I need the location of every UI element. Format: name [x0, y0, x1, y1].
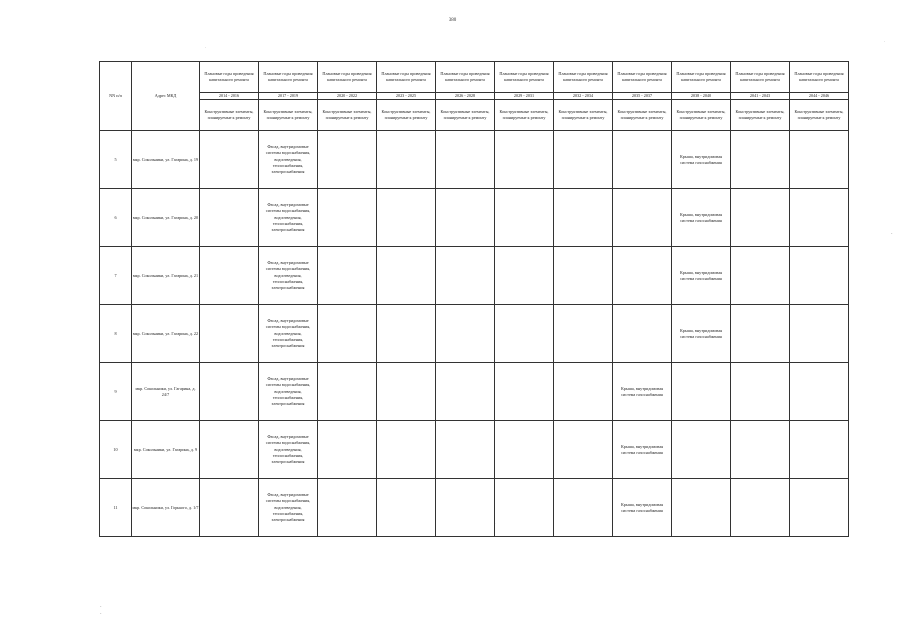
- repair-elements-cell: [259, 189, 318, 247]
- row-number: 9: [100, 363, 132, 421]
- repair-elements-text: Фасад, внутридомовые системы водоснабжения, водоотведения, теплоснабжения, электроснабжения: [265, 376, 311, 407]
- repair-elements-cell: [554, 363, 613, 421]
- repair-elements-cell: [200, 421, 259, 479]
- header-period-label: Плановые годы проведения капитального ремонта: [436, 62, 495, 93]
- scan-speck: .: [884, 38, 885, 43]
- header-elements-label: Конструктивные элементы, планируемые к ремонту: [790, 100, 849, 131]
- row-address: мкр. Сокольники, ул. Гагарина, д. 19: [132, 131, 200, 189]
- repair-elements-cell: [377, 363, 436, 421]
- repair-elements-cell: [377, 189, 436, 247]
- repair-elements-text: Фасад, внутридомовые системы водоснабжения, водоотведения, теплоснабжения, электроснабжения: [265, 202, 311, 233]
- repair-elements-cell: [731, 479, 790, 537]
- header-elements-label: Конструктивные элементы, планируемые к ремонту: [672, 100, 731, 131]
- header-elements-label: Конструктивные элементы, планируемые к ремонту: [200, 100, 259, 131]
- repair-elements-cell: [613, 421, 672, 479]
- repair-elements-text: Фасад, внутридомовые системы водоснабжения, водоотведения, теплоснабжения, электроснабжения: [265, 144, 311, 175]
- header-elements-label: Конструктивные элементы, планируемые к ремонту: [436, 100, 495, 131]
- repair-elements-cell: [436, 131, 495, 189]
- table-body: [100, 131, 849, 537]
- repair-elements-cell: [731, 131, 790, 189]
- header-elements-label: Конструктивные элементы, планируемые к ремонту: [554, 100, 613, 131]
- repair-elements-cell: [672, 421, 731, 479]
- repair-elements-cell: [495, 305, 554, 363]
- repair-elements-cell: [436, 421, 495, 479]
- header-period-years: 2020 - 2022: [318, 93, 377, 100]
- repair-elements-cell: [436, 363, 495, 421]
- header-period-label: Плановые годы проведения капитального ремонта: [790, 62, 849, 93]
- repair-elements-cell: [672, 131, 731, 189]
- repair-elements-text: Крыша, внутридомовая система газоснабжения: [621, 385, 663, 397]
- repair-elements-cell: [259, 363, 318, 421]
- repair-elements-cell: [200, 305, 259, 363]
- header-row-years: [100, 93, 849, 100]
- repair-elements-cell: [318, 131, 377, 189]
- scan-speck: -: [100, 604, 102, 609]
- row-number: 8: [100, 305, 132, 363]
- repair-elements-cell: [495, 421, 554, 479]
- repair-elements-cell: [790, 363, 849, 421]
- repair-elements-cell: [672, 189, 731, 247]
- row-address: мкр. Сокольники, ул. Гагарина, д. 21: [132, 247, 200, 305]
- repair-elements-cell: [377, 131, 436, 189]
- table-row: [100, 305, 849, 363]
- repair-elements-cell: [554, 189, 613, 247]
- repair-elements-cell: [318, 189, 377, 247]
- header-period-years: 2023 - 2025: [377, 93, 436, 100]
- repair-elements-cell: [790, 189, 849, 247]
- row-address: мкр. Сокольники, ул. Горького, д. 1/7: [132, 479, 200, 537]
- header-elements-label: Конструктивные элементы, планируемые к ремонту: [259, 100, 318, 131]
- header-period-years: 2029 - 2031: [495, 93, 554, 100]
- scan-speck: .: [205, 44, 206, 49]
- repair-elements-cell: [672, 479, 731, 537]
- repair-elements-cell: [318, 247, 377, 305]
- header-row-elements: [100, 100, 849, 131]
- row-address: мкр. Сокольники, ул. Гагарина, д. 20: [132, 189, 200, 247]
- header-period-label: Плановые годы проведения капитального ремонта: [554, 62, 613, 93]
- repair-elements-text: Фасад, внутридомовые системы водоснабжения, водоотведения, теплоснабжения, электроснабжения: [265, 260, 311, 291]
- page-number: 380: [448, 18, 457, 23]
- repair-elements-cell: [790, 131, 849, 189]
- header-period-years: 2017 - 2019: [259, 93, 318, 100]
- scan-speck: -: [891, 231, 893, 236]
- repair-elements-cell: [200, 131, 259, 189]
- repair-elements-cell: [495, 479, 554, 537]
- table-row: [100, 421, 849, 479]
- repair-elements-cell: [790, 247, 849, 305]
- repair-elements-cell: [613, 189, 672, 247]
- header-period-label: Плановые годы проведения капитального ремонта: [318, 62, 377, 93]
- repair-elements-cell: [318, 305, 377, 363]
- repair-elements-text: Крыша, внутридомовая система газоснабжения: [621, 443, 663, 455]
- repair-elements-cell: [200, 189, 259, 247]
- header-period-label: Плановые годы проведения капитального ремонта: [377, 62, 436, 93]
- repair-elements-cell: [377, 479, 436, 537]
- repair-elements-cell: [731, 305, 790, 363]
- repair-elements-cell: [613, 305, 672, 363]
- header-elements-label: Конструктивные элементы, планируемые к ремонту: [495, 100, 554, 131]
- repair-elements-cell: [495, 189, 554, 247]
- row-address: мкр. Сокольники, ул. Гагарина, д. 22: [132, 305, 200, 363]
- repair-elements-cell: [790, 421, 849, 479]
- header-period-years: 2041 - 2043: [731, 93, 790, 100]
- repair-elements-cell: [613, 131, 672, 189]
- repair-elements-cell: [318, 421, 377, 479]
- header-row-periods: [100, 62, 849, 93]
- repair-elements-cell: [672, 363, 731, 421]
- repair-elements-cell: [731, 247, 790, 305]
- header-address: Адрес МКД: [132, 62, 200, 131]
- repair-elements-text: Крыша, внутридомовая система газоснабжения: [680, 211, 722, 223]
- repair-elements-cell: [495, 131, 554, 189]
- repair-elements-cell: [259, 421, 318, 479]
- scan-speck: -: [100, 611, 102, 616]
- repair-elements-cell: [613, 247, 672, 305]
- header-period-years: 2032 - 2034: [554, 93, 613, 100]
- repair-elements-text: Фасад, внутридомовые системы водоснабжения, водоотведения, теплоснабжения, электроснабжения: [265, 318, 311, 349]
- capital-repair-schedule-table: [99, 61, 849, 537]
- repair-elements-text: Фасад, внутридомовые системы водоснабжения, водоотведения, теплоснабжения, электроснабжения: [265, 492, 311, 523]
- repair-elements-cell: [259, 305, 318, 363]
- repair-elements-text: Фасад, внутридомовые системы водоснабжения, водоотведения, теплоснабжения, электроснабжения: [265, 434, 311, 465]
- header-period-label: Плановые годы проведения капитального ремонта: [495, 62, 554, 93]
- repair-elements-cell: [436, 479, 495, 537]
- table-row: [100, 479, 849, 537]
- repair-elements-text: Крыша, внутридомовая система газоснабжения: [621, 501, 663, 513]
- repair-elements-cell: [436, 247, 495, 305]
- repair-elements-cell: [731, 189, 790, 247]
- repair-elements-cell: [554, 247, 613, 305]
- repair-elements-cell: [790, 479, 849, 537]
- table-row: [100, 131, 849, 189]
- header-elements-label: Конструктивные элементы, планируемые к ремонту: [731, 100, 790, 131]
- repair-elements-cell: [613, 363, 672, 421]
- repair-elements-cell: [318, 479, 377, 537]
- repair-elements-cell: [318, 363, 377, 421]
- repair-elements-cell: [436, 305, 495, 363]
- header-period-years: 2014 - 2016: [200, 93, 259, 100]
- table-header: [100, 62, 849, 131]
- repair-elements-cell: [377, 305, 436, 363]
- repair-elements-cell: [495, 247, 554, 305]
- repair-elements-cell: [200, 479, 259, 537]
- row-number: 5: [100, 131, 132, 189]
- repair-elements-cell: [259, 247, 318, 305]
- repair-elements-cell: [554, 305, 613, 363]
- row-address: мкр. Сокольники, ул. Гагарина, д. 9: [132, 421, 200, 479]
- repair-elements-cell: [377, 421, 436, 479]
- repair-elements-text: Крыша, внутридомовая система газоснабжения: [680, 269, 722, 281]
- repair-elements-cell: [259, 131, 318, 189]
- header-period-years: 2038 - 2040: [672, 93, 731, 100]
- repair-elements-cell: [436, 189, 495, 247]
- table-row: [100, 189, 849, 247]
- repair-elements-cell: [672, 305, 731, 363]
- row-number: 10: [100, 421, 132, 479]
- header-period-label: Плановые годы проведения капитального ремонта: [259, 62, 318, 93]
- header-period-years: 2035 - 2037: [613, 93, 672, 100]
- row-number: 11: [100, 479, 132, 537]
- repair-elements-cell: [554, 421, 613, 479]
- repair-elements-cell: [377, 247, 436, 305]
- row-address: мкр. Сокольники, ул. Гагарина, д. 24/7: [132, 363, 200, 421]
- row-number: 7: [100, 247, 132, 305]
- repair-elements-cell: [200, 363, 259, 421]
- repair-elements-text: Крыша, внутридомовая система газоснабжения: [680, 327, 722, 339]
- header-period-years: 2026 - 2028: [436, 93, 495, 100]
- table-row: [100, 247, 849, 305]
- header-period-label: Плановые годы проведения капитального ремонта: [613, 62, 672, 93]
- repair-elements-cell: [613, 479, 672, 537]
- header-period-label: Плановые годы проведения капитального ремонта: [672, 62, 731, 93]
- header-period-label: Плановые годы проведения капитального ремонта: [731, 62, 790, 93]
- header-elements-label: Конструктивные элементы, планируемые к ремонту: [318, 100, 377, 131]
- table-row: [100, 363, 849, 421]
- header-elements-label: Конструктивные элементы, планируемые к ремонту: [377, 100, 436, 131]
- header-period-years: 2044 - 2046: [790, 93, 849, 100]
- repair-elements-cell: [554, 479, 613, 537]
- row-number: 6: [100, 189, 132, 247]
- repair-elements-cell: [731, 363, 790, 421]
- header-num: NN п/п: [100, 62, 132, 131]
- header-period-label: Плановые годы проведения капитального ремонта: [200, 62, 259, 93]
- repair-elements-text: Крыша, внутридомовая система газоснабжения: [680, 153, 722, 165]
- repair-elements-cell: [495, 363, 554, 421]
- scan-speck: -: [494, 521, 496, 526]
- repair-elements-cell: [790, 305, 849, 363]
- repair-elements-cell: [200, 247, 259, 305]
- repair-elements-cell: [731, 421, 790, 479]
- repair-elements-cell: [672, 247, 731, 305]
- header-elements-label: Конструктивные элементы, планируемые к ремонту: [613, 100, 672, 131]
- repair-elements-cell: [259, 479, 318, 537]
- repair-elements-cell: [554, 131, 613, 189]
